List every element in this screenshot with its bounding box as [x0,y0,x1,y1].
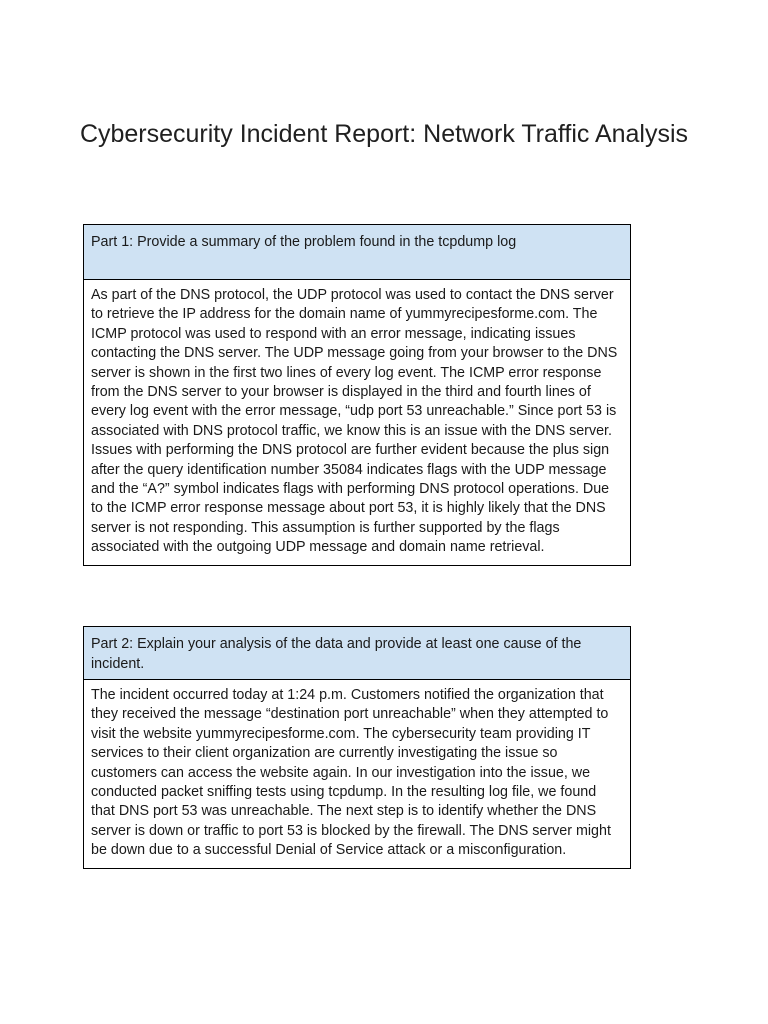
part-2-table [83,626,631,869]
part-2-heading: Part 2: Explain your analysis of the data and provide at least one cause of the incident. [84,627,630,680]
part-1-table [83,224,631,566]
page-title: Cybersecurity Incident Report: Network Traffic Analysis [79,120,689,148]
part-2-body: The incident occurred today at 1:24 p.m. Customers notified the organization that they received the message “destination port unreachable” when they attempted to visit the website yummyrecipesforme.com. The cybersecurity team providing IT services to their client organization are currently investigating the issue so customers can access the website again. In our investigation into the issue, we conducted packet sniffing tests using tcpdump. In the resulting log file, we found that DNS port 53 was unreachable. The next step is to identify whether the DNS server is down or traffic to port 53 is blocked by the firewall. The DNS server might be down due to a successful Denial of Service attack or a misconfiguration. [91,687,611,859]
part-1-body: As part of the DNS protocol, the UDP protocol was used to contact the DNS server to retrieve the IP address for the domain name of yummyrecipesforme.com. The ICMP protocol was used to respond with an error message, indicating issues contacting the DNS server. The UDP message going from your browser to the DNS server is shown in the first two lines of every log event. The ICMP error response from the DNS server to your browser is displayed in the third and fourth lines of every log event with the error message, “udp port 53 unreachable.” Since port 53 is associated with DNS protocol traffic, we know this is an issue with the DNS server. Issues with performing the DNS protocol are further evident because the plus sign after the query identification number 35084 indicates flags with the UDP message and the “A?” symbol indicates flags with performing DNS protocol operations. Due to the ICMP error response message about port 53, it is highly likely that the DNS server is not responding. This assumption is further supported by the flags associated with the outgoing UDP message and domain name retrieval. [91,287,618,556]
part-1-heading: Part 1: Provide a summary of the problem found in the tcpdump log [84,225,630,280]
